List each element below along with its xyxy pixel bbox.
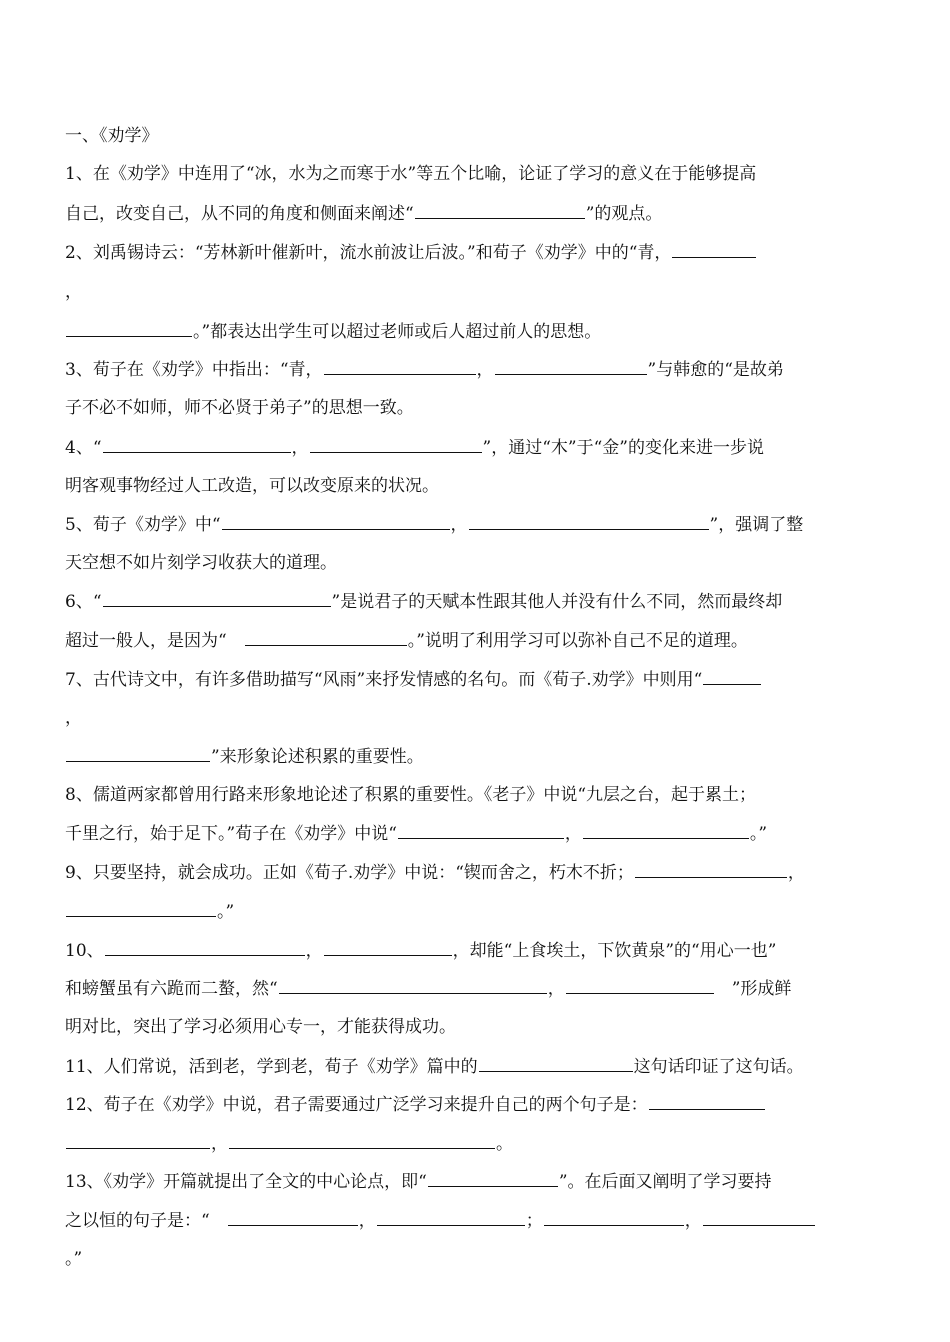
line-text: ”。在后面又阐明了学习要持 <box>558 1172 772 1192</box>
fill-in-blank[interactable] <box>469 513 709 530</box>
question-line <box>65 822 767 844</box>
line-text: 千里之行，始于足下。”荀子在《劝学》中说“ <box>65 824 397 844</box>
line-text: ”与韩愈的“是故弟 <box>647 360 784 380</box>
line-text: ”，通过“木”于“金”的变化来进一步说 <box>482 438 764 458</box>
line-text: ， <box>65 708 82 728</box>
line-text: 12、荀子在《劝学》中说，君子需要通过广泛学习来提升自己的两个句子是： <box>65 1095 648 1115</box>
question-line <box>65 939 776 961</box>
fill-in-blank[interactable] <box>377 1209 525 1226</box>
line-text: 。 <box>496 1134 513 1154</box>
line-text: 超过一般人，是因为“ <box>65 631 244 651</box>
line-text: 4、“ <box>65 438 102 458</box>
question-line <box>65 977 791 999</box>
question-line <box>65 784 756 806</box>
fill-in-blank[interactable] <box>635 861 787 878</box>
question-line <box>65 1132 513 1154</box>
fill-in-blank[interactable] <box>583 822 749 839</box>
line-text: 。” <box>65 1249 83 1269</box>
question-line <box>65 1248 82 1270</box>
line-text: 11、人们常说，活到老，学到老，荀子《劝学》篇中的 <box>65 1057 478 1077</box>
line-text: ，却能“上食埃土，下饮黄泉”的“用心一也” <box>452 941 777 961</box>
fill-in-blank[interactable] <box>228 1209 358 1226</box>
question-line <box>65 590 782 612</box>
line-text: 6、“ <box>65 592 102 612</box>
fill-in-blank[interactable] <box>415 202 585 219</box>
fill-in-blank[interactable] <box>229 1132 495 1149</box>
question-line <box>65 320 601 342</box>
question-line <box>65 475 439 497</box>
line-text: 9、只要坚持，就会成功。正如《荀子.劝学》中说：“锲而舍之，朽木不折； <box>65 863 634 883</box>
question-line <box>65 358 784 380</box>
fill-in-blank[interactable] <box>672 241 756 258</box>
fill-in-blank[interactable] <box>66 745 210 762</box>
fill-in-blank[interactable] <box>428 1170 558 1187</box>
line-text: ， <box>450 515 468 535</box>
fill-in-blank[interactable] <box>66 1132 210 1149</box>
line-text: ”形成鲜 <box>714 979 792 999</box>
line-text: ， <box>65 282 82 302</box>
question-line <box>65 552 337 574</box>
question-line <box>65 668 762 690</box>
fill-in-blank[interactable] <box>245 629 407 646</box>
fill-in-blank[interactable] <box>649 1093 765 1110</box>
line-text: ， <box>684 1211 702 1231</box>
line-text: ， <box>358 1211 376 1231</box>
line-text: 。” <box>749 824 768 844</box>
line-text: 明对比，突出了学习必须用心专一，才能获得成功。 <box>65 1017 456 1037</box>
line-text: 和螃蟹虽有六跪而二螯，然“ <box>65 979 278 999</box>
question-line <box>65 513 803 535</box>
line-text: 。”说明了利用学习可以弥补自己不足的道理。 <box>407 631 748 651</box>
line-text: 5、荀子《劝学》中“ <box>65 515 221 535</box>
line-text: 之以恒的句子是：“ <box>65 1211 227 1231</box>
question-line <box>65 202 662 224</box>
fill-in-blank[interactable] <box>566 977 714 994</box>
line-text: 明客观事物经过人工改造，可以改变原来的状况。 <box>65 476 439 496</box>
question-line <box>65 745 424 767</box>
question-line <box>65 397 414 419</box>
fill-in-blank[interactable] <box>544 1209 684 1226</box>
line-text: 自己，改变自己，从不同的角度和侧面来阐述“ <box>65 204 414 224</box>
question-line <box>65 281 82 303</box>
line-text: 2、刘禹锡诗云：“芳林新叶催新叶，流水前波让后波。”和荀子《劝学》中的“青， <box>65 243 672 263</box>
line-text: ， <box>211 1134 228 1154</box>
fill-in-blank[interactable] <box>310 436 482 453</box>
line-text: 8、儒道两家都曾用行路来形象地论述了积累的重要性。《老子》中说“九层之台，起于累土； <box>65 785 757 805</box>
fill-in-blank[interactable] <box>105 939 305 956</box>
question-line <box>65 1209 816 1231</box>
line-text: 3、荀子在《劝学》中指出：“青， <box>65 360 323 380</box>
line-text: 7、古代诗文中，有许多借助描写“风雨”来抒发情感的名句。而《荀子.劝学》中则用“ <box>65 670 703 690</box>
line-text: ， <box>476 360 494 380</box>
line-text: 。”都表达出学生可以超过老师或后人超过前人的思想。 <box>193 322 602 342</box>
fill-in-blank[interactable] <box>324 358 476 375</box>
question-line <box>65 900 234 922</box>
fill-in-blank[interactable] <box>279 977 547 994</box>
question-line <box>65 1170 772 1192</box>
fill-in-blank[interactable] <box>66 320 192 337</box>
line-text: ”是说君子的天赋本性跟其他人并没有什么不同，然而最终却 <box>331 592 783 612</box>
line-text: 这句话印证了这句话。 <box>633 1057 804 1077</box>
line-text: ； <box>525 1211 543 1231</box>
question-line <box>65 629 748 651</box>
fill-in-blank[interactable] <box>103 590 331 607</box>
question-line <box>65 1093 766 1115</box>
line-text: 一、《劝学》 <box>65 126 159 146</box>
line-text: ， <box>291 438 309 458</box>
line-text: ”的观点。 <box>585 204 663 224</box>
fill-in-blank[interactable] <box>66 900 216 917</box>
line-text: 天空想不如片刻学习收获大的道理。 <box>65 553 337 573</box>
line-text: 13、《劝学》开篇就提出了全文的中心论点，即“ <box>65 1172 427 1192</box>
fill-in-blank[interactable] <box>703 668 761 685</box>
line-text: ”，强调了整 <box>709 515 804 535</box>
fill-in-blank[interactable] <box>495 358 647 375</box>
line-text: ， <box>547 979 565 999</box>
question-line <box>65 163 756 185</box>
fill-in-blank[interactable] <box>103 436 291 453</box>
fill-in-blank[interactable] <box>398 822 564 839</box>
fill-in-blank[interactable] <box>479 1055 633 1072</box>
question-line <box>65 1016 456 1038</box>
fill-in-blank[interactable] <box>703 1209 815 1226</box>
fill-in-blank[interactable] <box>222 513 450 530</box>
line-text: 10、 <box>65 941 104 961</box>
question-line <box>65 436 764 458</box>
line-text: 1、在《劝学》中连用了“冰，水为之而寒于水”等五个比喻，论证了学习的意义在于能够提高 <box>65 164 757 184</box>
fill-in-blank[interactable] <box>324 939 452 956</box>
line-text: 。” <box>217 902 235 922</box>
line-text: ， <box>787 863 805 883</box>
line-text: ， <box>305 941 323 961</box>
question-line <box>65 707 82 729</box>
question-line <box>65 241 757 263</box>
question-line <box>65 861 805 883</box>
line-text: ， <box>564 824 582 844</box>
question-line <box>65 1055 804 1077</box>
line-text: ”来形象论述积累的重要性。 <box>211 747 424 767</box>
section-heading <box>65 125 159 147</box>
line-text: 子不必不如师，师不必贤于弟子”的思想一致。 <box>65 398 414 418</box>
